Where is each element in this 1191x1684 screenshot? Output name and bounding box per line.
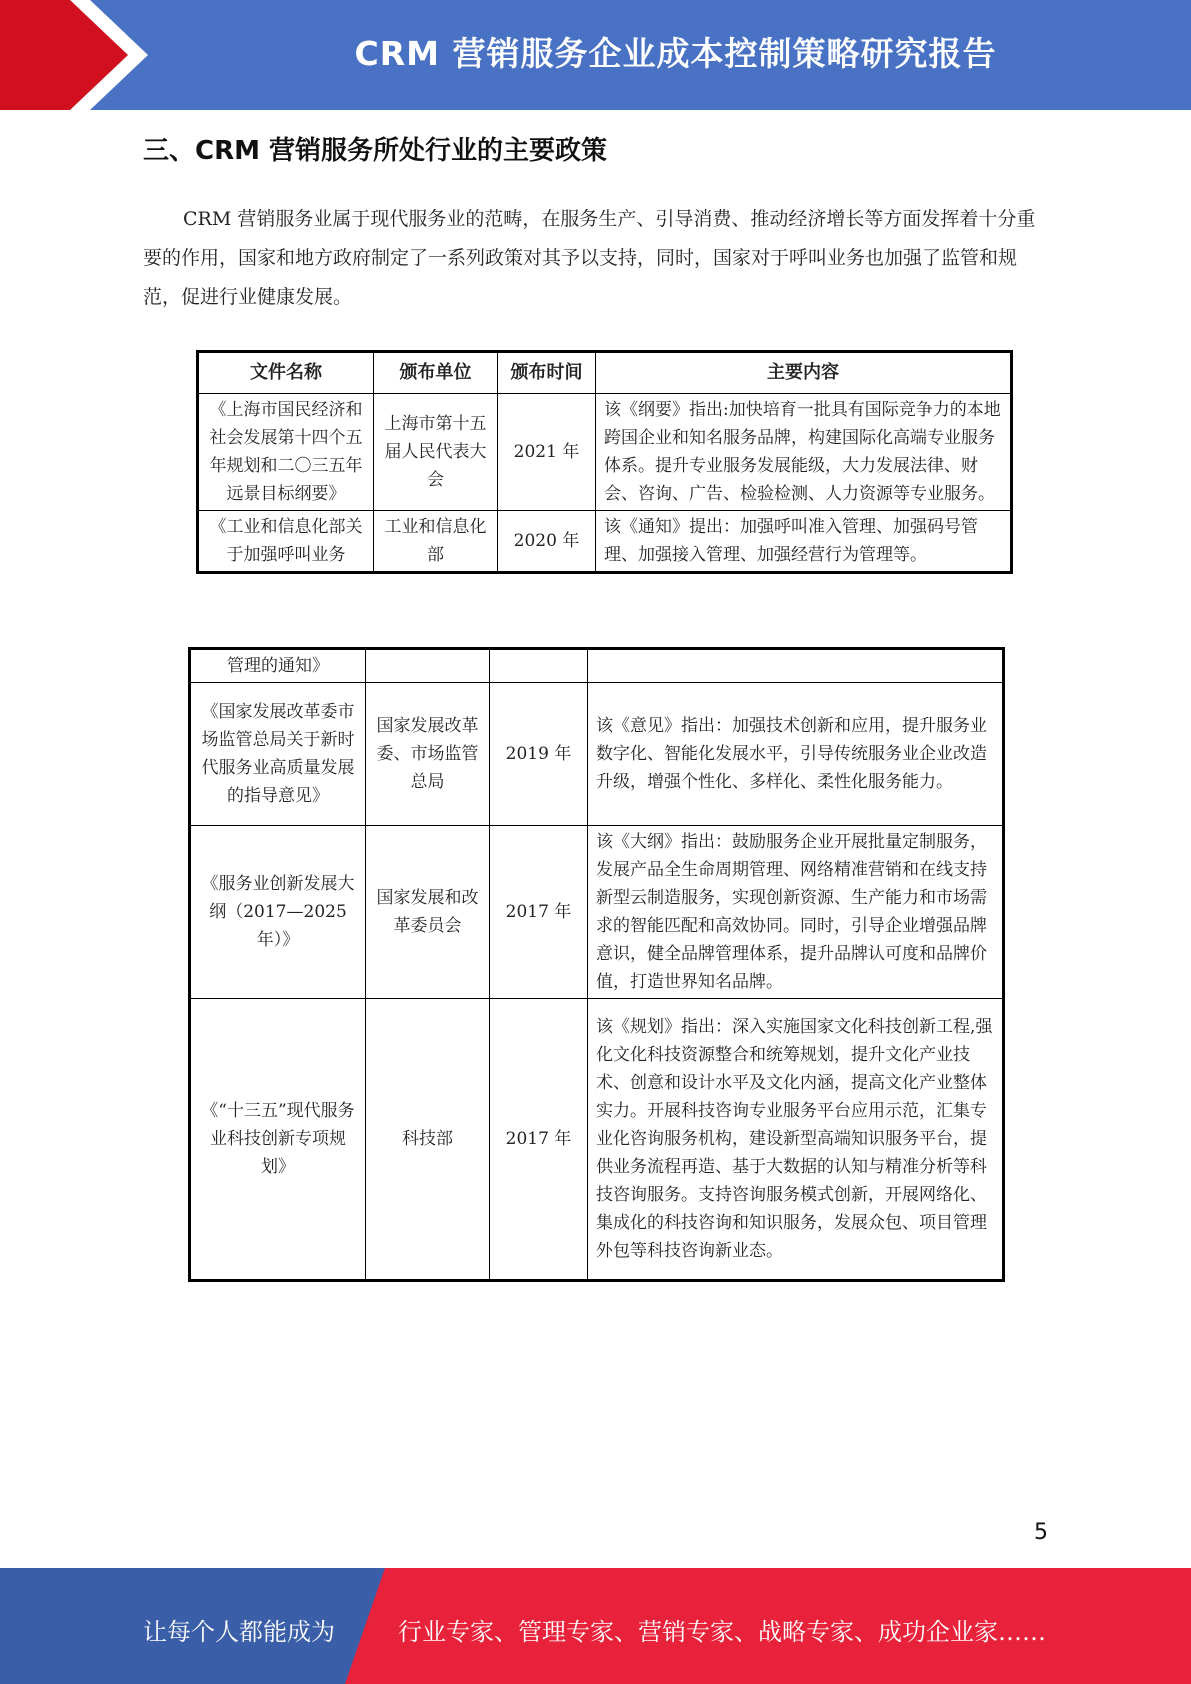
cell-name: 《上海市国民经济和社会发展第十四个五年规划和二〇三五年远景目标纲要》 <box>198 394 374 511</box>
footer-tagline-left: 让每个人都能成为 <box>143 1618 335 1646</box>
cell-name: 管理的通知》 <box>190 649 366 683</box>
table-row <box>190 683 1004 826</box>
cell-content: 该《意见》指出：加强技术创新和应用，提升服务业数字化、智能化发展水平，引导传统服务业企业改造升级，增强个性化、多样化、柔性化服务能力。 <box>588 683 1004 826</box>
page-number: 5 <box>1034 1520 1048 1545</box>
header-banner <box>0 0 1191 110</box>
footer-banner <box>0 1568 1191 1684</box>
cell-unit: 科技部 <box>366 999 490 1281</box>
cell-content: 该《规划》指出：深入实施国家文化科技创新工程,强化文化科技资源整合和统筹规划，提升文化产业技术、创意和设计水平及文化内涵，提高文化产业整体实力。开展科技咨询专业服务平台应用示范，汇集专业化咨询服务机构，建设新型高端知识服务平台，提供业务流程再造、基于大数据的认知与精准分析等科技咨询服务。支持咨询服务模式创新，开展网络化、集成化的科技咨询和知识服务，发展众包、项目管理外包等科技咨询新业态。 <box>588 999 1004 1281</box>
table-row <box>198 394 1012 511</box>
table-row <box>198 511 1012 573</box>
header-arrow-icon <box>0 0 160 110</box>
report-title: CRM 营销服务企业成本控制策略研究报告 <box>354 34 997 73</box>
policy-table-part1 <box>196 350 1013 574</box>
table-row <box>190 999 1004 1281</box>
col-header-name: 文件名称 <box>198 352 374 394</box>
table-row <box>190 826 1004 999</box>
cell-content: 该《通知》提出：加强呼叫准入管理、加强码号管理、加强接入管理、加强经营行为管理等。 <box>596 511 1012 573</box>
cell-year: 2020 年 <box>498 511 596 573</box>
col-header-year: 颁布时间 <box>498 352 596 394</box>
cell-year: 2017 年 <box>490 826 588 999</box>
cell-year <box>490 649 588 683</box>
cell-unit: 工业和信息化部 <box>374 511 498 573</box>
cell-year: 2019 年 <box>490 683 588 826</box>
cell-content: 该《大纲》指出：鼓励服务企业开展批量定制服务，发展产品全生命周期管理、网络精准营销和在线支持新型云制造服务，实现创新资源、生产能力和市场需求的智能匹配和高效协同。同时，引导企业增强品牌意识，健全品牌管理体系，提升品牌认可度和品牌价值，打造世界知名品牌。 <box>588 826 1004 999</box>
cell-name: 《国家发展改革委市场监管总局关于新时代服务业高质量发展的指导意见》 <box>190 683 366 826</box>
col-header-unit: 颁布单位 <box>374 352 498 394</box>
cell-unit: 国家发展和改革委员会 <box>366 826 490 999</box>
cell-unit: 国家发展改革委、市场监管总局 <box>366 683 490 826</box>
cell-content: 该《纲要》指出:加快培育一批具有国际竞争力的本地跨国企业和知名服务品牌，构建国际化高端专业服务体系。提升专业服务发展能级，大力发展法律、财会、咨询、广告、检验检测、人力资源等专业服务。 <box>596 394 1012 511</box>
table-header-row <box>198 352 1012 394</box>
policy-table-part2 <box>188 647 1005 1282</box>
cell-name: 《工业和信息化部关于加强呼叫业务 <box>198 511 374 573</box>
cell-name: 《服务业创新发展大纲（2017—2025 年）》 <box>190 826 366 999</box>
cell-year: 2017 年 <box>490 999 588 1281</box>
intro-paragraph: CRM 营销服务业属于现代服务业的范畴，在服务生产、引导消费、推动经济增长等方面发挥着十分重要的作用，国家和地方政府制定了一系列政策对其予以支持，同时，国家对于呼叫业务也加强了监管和规范，促进行业健康发展。 <box>143 208 1036 308</box>
cell-content <box>588 649 1004 683</box>
col-header-content: 主要内容 <box>596 352 1012 394</box>
footer-tagline-right: 行业专家、管理专家、营销专家、战略专家、成功企业家…… <box>398 1618 1046 1646</box>
cell-year: 2021 年 <box>498 394 596 511</box>
section-heading: 三、CRM 营销服务所处行业的主要政策 <box>143 136 608 166</box>
table-row <box>190 649 1004 683</box>
cell-unit <box>366 649 490 683</box>
cell-unit: 上海市第十五届人民代表大会 <box>374 394 498 511</box>
cell-name: 《“十三五”现代服务业科技创新专项规划》 <box>190 999 366 1281</box>
